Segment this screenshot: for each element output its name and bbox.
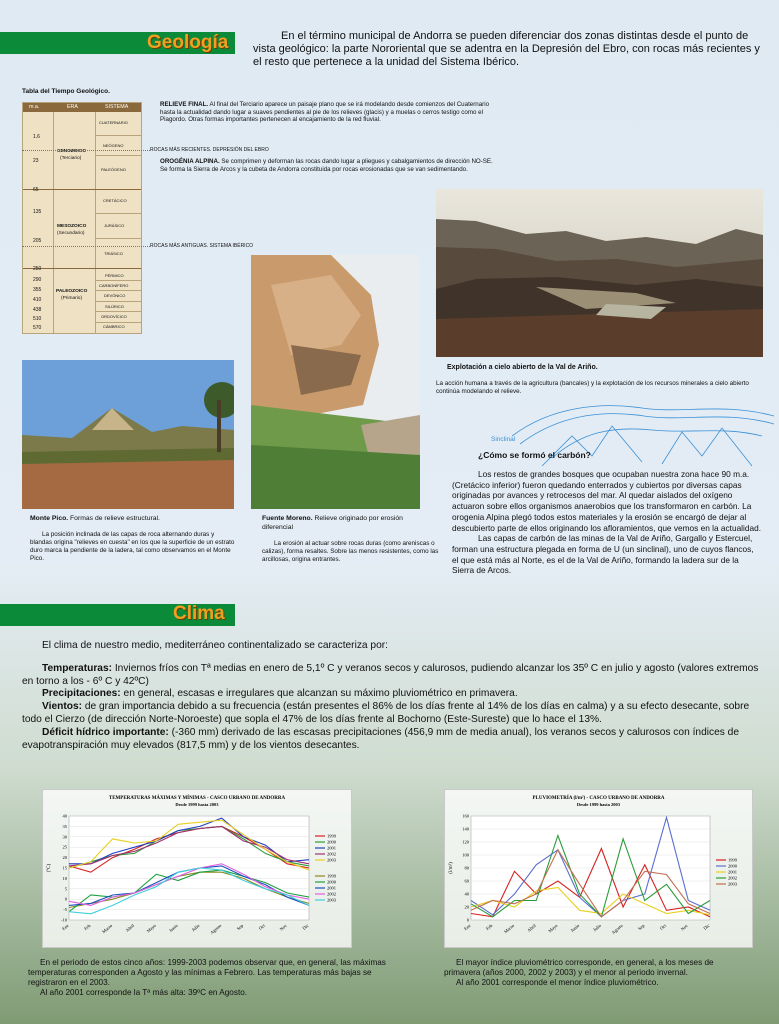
clima-temperaturas bbox=[22, 663, 762, 689]
era-name: MESOZOICO bbox=[57, 224, 87, 229]
monte-pico-head: Monte Pico. bbox=[30, 515, 69, 522]
temp-footnote bbox=[28, 958, 400, 998]
y-tick-label: 25 bbox=[62, 844, 67, 850]
x-tick-label: Junio bbox=[168, 922, 179, 934]
ma-label: 410 bbox=[33, 297, 42, 303]
system-name: PALEÓGENO bbox=[101, 167, 126, 172]
ma-label: 250 bbox=[33, 266, 42, 272]
carbon-p2: Las capas de carbón de las minas de la Val de Ariño, Gargallo y Estercuel, forman una estructura plegada en forma de U (un sinclinal), uno de cuyos flancos, el que está más al Norte, es el de la Val de Ariño, formando la ladera sur de la Sierra de Arcos. bbox=[452, 533, 754, 576]
fuente-moreno-text: La erosión al actuar sobre rocas duras (como areniscas o calizas), forma resaltes. Sobre las menos resistentes, como las arcillosas, origina entrantes. bbox=[262, 540, 439, 563]
rain-footnote-2: Al año 2001 corresponde el menor índice pluviométrico. bbox=[456, 978, 659, 987]
era-sub: (Primario) bbox=[61, 296, 83, 301]
relieve-final-head: RELIEVE FINAL. bbox=[160, 101, 209, 108]
chart-subtitle: Desde 1999 hasta 2003 bbox=[175, 802, 219, 807]
orogenia-text bbox=[160, 158, 495, 173]
legend-label: 2003 bbox=[327, 897, 336, 903]
x-tick-label: Marzo bbox=[101, 922, 114, 935]
orogenia-body: Se comprimen y deforman las rocas dando lugar a pliegues y cabalgamientos de dirección NO-SE. Se forma la Sierra de Arcos y la cubeta de Andorra constituida por rocas erosionadas que se van sedimentando. bbox=[160, 158, 493, 173]
chart-title: PLUVIOMETRÍA (l/m²) - CASCO URBANO DE ANDORRA bbox=[532, 796, 665, 801]
y-tick-label: 160 bbox=[462, 813, 469, 819]
legend-label: 2000 bbox=[327, 839, 336, 845]
legend-label: 2003 bbox=[327, 857, 336, 863]
y-tick-label: -10 bbox=[61, 917, 67, 923]
legend-label: 1999 bbox=[327, 873, 336, 879]
ma-label: 65 bbox=[33, 187, 39, 193]
system-name: CARBONÍFERO bbox=[99, 283, 129, 288]
y-axis-label: (l/m²) bbox=[449, 862, 454, 874]
fuente-moreno-head: Fuente Moreno. bbox=[262, 515, 313, 522]
header-sistema: SISTEMA bbox=[105, 104, 129, 110]
sinclinal-diagram bbox=[512, 396, 774, 476]
x-tick-label: Julio bbox=[190, 922, 201, 933]
ma-label: 290 bbox=[33, 277, 42, 283]
legend-label: 2003 bbox=[728, 881, 737, 887]
system-name: CUATERNARIO bbox=[99, 120, 128, 125]
x-tick-label: Oct bbox=[257, 922, 267, 931]
col-sep bbox=[95, 112, 96, 333]
relieve-final-text bbox=[160, 101, 490, 124]
y-tick-label: 5 bbox=[64, 886, 67, 892]
x-tick-label: Oct bbox=[658, 922, 668, 931]
col-sep bbox=[53, 112, 54, 333]
geo-time-table bbox=[22, 102, 142, 334]
temp-footnote-2: Al año 2001 corresponde la Tª más alta: 39ºC en Agosto. bbox=[40, 988, 248, 997]
era-sub: (Terciario) bbox=[60, 156, 82, 161]
system-name: JURÁSICO bbox=[104, 223, 125, 228]
rainfall-chart bbox=[444, 789, 753, 948]
sys-sep bbox=[95, 311, 141, 312]
y-tick-label: 80 bbox=[464, 865, 469, 871]
mine-photo bbox=[436, 189, 763, 357]
vientos-body: de gran importancia debido a su frecuencia (están presentes el 86% de los días frente al 14% de los días en calma) y a su efecto desecante, sobre todo el Cierzo (de dirección Norte-Noroeste) que sopla el 47% de los días frente al Bochorno (Este-Sureste) que lo hace el 13%. bbox=[22, 701, 750, 725]
fuente-moreno-sub: Relieve originado por erosión diferencial bbox=[262, 515, 403, 531]
y-tick-label: 0 bbox=[64, 896, 67, 902]
temperaturas-body: Inviernos fríos con Tª medias en enero de 5,1º C y veranos secos y calurosos, pudiendo alcanzar los 35º C en julio y agosto (valores extremos en torno a los - 6º C y 42ºC) bbox=[22, 662, 759, 687]
x-tick-label: Agosto bbox=[209, 922, 223, 936]
carbon-text bbox=[452, 469, 762, 576]
ma-label: 1.6 bbox=[33, 134, 40, 140]
ma-label: 205 bbox=[33, 238, 42, 244]
header-era: ERA bbox=[67, 104, 78, 110]
x-tick-label: Abril bbox=[526, 922, 537, 933]
monte-pico-caption bbox=[30, 515, 160, 522]
legend-label: 2001 bbox=[327, 845, 336, 851]
geo-table-header bbox=[23, 103, 141, 112]
ma-label: 570 bbox=[33, 325, 42, 331]
sys-sep bbox=[95, 135, 141, 136]
system-name: SILÚRICO bbox=[105, 304, 124, 309]
monte-pico-photo bbox=[22, 360, 234, 509]
temp-footnote-1: En el periodo de estos cinco años: 1999-2003 podemos observar que, en general, las máximas temperaturas corresponden a Agosto y las mínimas a Febrero. Las temperaturas más bajas se registraron en el 2003. bbox=[28, 958, 386, 987]
system-name: CRETÁCICO bbox=[103, 198, 127, 203]
temperature-chart bbox=[42, 789, 352, 948]
system-name: NEÓGENO bbox=[103, 143, 124, 148]
ma-label: 135 bbox=[33, 209, 42, 215]
y-tick-label: 20 bbox=[464, 904, 469, 910]
x-tick-label: Junio bbox=[569, 922, 581, 934]
legend-label: 2000 bbox=[728, 863, 737, 869]
era-sub: (Secundario) bbox=[57, 231, 85, 236]
carbon-p1: Los restos de grandes bosques que ocupaban nuestra zona hace 90 m.a. (Cretácico inferior) fueron quedando enterrados y cubiertos por diversas capas originadas por avances y retrocesos del mar. Al quedar aislados del oxígeno actuaron sobre ellos organismos anaerobios que los transformaron en carbón. La orogenia Alpina plegó todos estos materiales y la erosión se encargó de dejar al descubierto parte de ellos originando los afloramientos, que vemos en la actualidad. bbox=[452, 469, 762, 533]
legend-label: 2000 bbox=[327, 879, 336, 885]
deficit-head: Déficit hídrico importante: bbox=[42, 726, 169, 738]
chart-subtitle: Desde 1999 hasta 2003 bbox=[576, 802, 621, 807]
clima-deficit bbox=[22, 727, 762, 753]
geologia-intro: En el término municipal de Andorra se pueden diferenciar dos zonas distintas desde el punto de vista geológico: la parte Nororiental que se adentra en la Depresión del Ebro, con rocas más recientes y el resto que pertenece a la unidad del Sistema Ibérico. bbox=[253, 30, 760, 68]
system-name: ORDOVÍCICO bbox=[101, 314, 127, 319]
rain-footnote-1: El mayor índice pluviométrico corresponde, en general, a los meses de primavera (años 2000, 2002 y 2003) y el menor al periodo invernal. bbox=[444, 958, 714, 977]
fuente-moreno-photo bbox=[251, 255, 420, 509]
precipitaciones-body: en general, escasas e irregulares que alcanzan su máximo pluviométrico en primavera. bbox=[120, 688, 518, 700]
sys-sep bbox=[95, 238, 141, 239]
deficit-body: (-360 mm) derivado de las escasas precipitaciones (456,9 mm de media anual), los veranos secos y calurosos con índices de evapotranspiración muy elevados (817,5 mm) y de los vientos desecantes. bbox=[22, 726, 740, 751]
x-tick-label: Sep bbox=[637, 922, 646, 932]
legend-label: 2002 bbox=[327, 891, 336, 897]
legend-label: 2002 bbox=[728, 875, 737, 881]
x-tick-label: Agosto bbox=[610, 922, 624, 936]
system-name: PÉRMICO bbox=[105, 273, 124, 278]
rocas-recientes-label: ROCAS MÁS RECIENTES. DEPRESIÓN DEL EBRO bbox=[150, 147, 269, 153]
legend-label: 1999 bbox=[327, 833, 336, 839]
y-tick-label: 40 bbox=[464, 891, 469, 897]
vientos-head: Vientos: bbox=[42, 701, 83, 713]
y-tick-label: 140 bbox=[462, 826, 469, 832]
ma-label: 510 bbox=[33, 316, 42, 322]
y-axis-label: (ºC) bbox=[47, 863, 52, 873]
x-tick-label: Ene bbox=[463, 922, 472, 932]
clima-vientos bbox=[22, 701, 762, 727]
sys-sep bbox=[95, 290, 141, 291]
temperaturas-head: Temperaturas: bbox=[42, 662, 113, 674]
x-tick-label: Nov bbox=[278, 922, 288, 932]
geologia-title: Geología bbox=[147, 32, 229, 53]
x-tick-label: Dic bbox=[702, 922, 711, 931]
y-tick-label: 120 bbox=[462, 839, 469, 845]
x-tick-label: Julio bbox=[592, 922, 603, 933]
y-tick-label: 60 bbox=[464, 878, 469, 884]
sinclinal-label: Sinclinal bbox=[491, 436, 516, 443]
x-tick-label: Mayo bbox=[547, 922, 559, 934]
y-tick-label: -5 bbox=[63, 907, 67, 913]
temperature-chart-svg bbox=[43, 790, 351, 947]
x-tick-label: Marzo bbox=[502, 922, 516, 935]
x-tick-label: Ene bbox=[61, 922, 70, 932]
relieve-final-body: Al final del Terciario aparece un paisaje plano que se irá modelando desde comienzos del Cuaternario hasta la actualidad dando lugar a suaves pendientes al pie de los relieves (glacis) y a muelas o cerros testigo como el Piagordo. Otras formas importantes pertenecen al encajamiento de la red fluvial. bbox=[160, 101, 490, 123]
clima-title: Clima bbox=[173, 603, 225, 624]
mine-caption: La acción humana a través de la agricultura (bancales) y la explotación de los recursos minerales a cielo abierto continúa modelando el relieve. bbox=[436, 380, 749, 395]
y-tick-label: 0 bbox=[466, 917, 469, 923]
chart-title: TEMPERATURAS MÁXIMAS Y MÍNIMAS - CASCO URBANO DE ANDORRA bbox=[108, 796, 286, 801]
sys-sep bbox=[95, 322, 141, 323]
sys-sep bbox=[95, 301, 141, 302]
monte-pico-sub: Formas de relieve estructural. bbox=[68, 515, 160, 522]
precipitaciones-head: Precipitaciones: bbox=[42, 688, 121, 700]
x-tick-label: Nov bbox=[679, 922, 689, 932]
mine-caption-head: Explotación a cielo abierto de la Val de Ariño. bbox=[447, 364, 598, 371]
era-name: PALEOZOICO bbox=[56, 289, 88, 294]
x-tick-label: Feb bbox=[484, 922, 494, 932]
era-sep bbox=[23, 189, 141, 190]
legend-label: 1999 bbox=[728, 857, 737, 863]
clima-precipitaciones bbox=[22, 688, 762, 701]
y-tick-label: 15 bbox=[62, 865, 67, 871]
connector-line bbox=[22, 150, 150, 151]
orogenia-head: OROGÉNIA ALPINA. bbox=[160, 158, 220, 165]
y-tick-label: 20 bbox=[62, 855, 67, 861]
ma-label: 438 bbox=[33, 307, 42, 313]
rain-footnote bbox=[444, 958, 734, 988]
rocas-antiguas-label: ROCAS MÁS ANTIGUAS. SISTEMA IBÉRICO bbox=[150, 243, 254, 249]
sys-sep bbox=[95, 280, 141, 281]
ma-label: 355 bbox=[33, 287, 42, 293]
x-tick-label: Feb bbox=[83, 922, 92, 932]
clima-text bbox=[22, 640, 762, 752]
x-tick-label: Mayo bbox=[145, 922, 157, 934]
clima-intro: El clima de nuestro medio, mediterráneo continentalizado se caracteriza por: bbox=[42, 640, 388, 651]
fuente-moreno-caption bbox=[262, 515, 422, 532]
ma-label: 23 bbox=[33, 158, 39, 164]
x-tick-label: Abril bbox=[124, 922, 136, 933]
legend-label: 2001 bbox=[327, 885, 336, 891]
y-tick-label: 30 bbox=[62, 834, 67, 840]
x-tick-label: Dic bbox=[301, 922, 310, 931]
connector-line bbox=[22, 246, 150, 247]
y-tick-label: 10 bbox=[62, 875, 67, 881]
y-tick-label: 100 bbox=[462, 852, 469, 858]
monte-pico-text: La posición inclinada de las capas de roca alternando duras y blandas origina "relieves en cuesta" en los que la superficie de un estrato duro marca la pendiente de la ladera, tal como observamos en el Monte Pico. bbox=[30, 531, 235, 562]
system-name: TRIÁSICO bbox=[104, 251, 123, 256]
legend-label: 2001 bbox=[728, 869, 737, 875]
sys-sep bbox=[95, 213, 141, 214]
era-name: CENOZOICO bbox=[57, 149, 87, 154]
sys-sep bbox=[95, 155, 141, 156]
header-ma: m.a. bbox=[29, 104, 40, 110]
x-tick-label: Sep bbox=[235, 922, 245, 932]
geo-table-title: Tabla del Tiempo Geológico. bbox=[22, 88, 110, 95]
carbon-title: ¿Cómo se formó el carbón? bbox=[478, 450, 591, 460]
system-name: CÁMBRICO bbox=[103, 324, 125, 329]
rainfall-chart-svg bbox=[445, 790, 752, 947]
legend-label: 2002 bbox=[327, 851, 336, 857]
y-tick-label: 40 bbox=[62, 813, 67, 819]
y-tick-label: 35 bbox=[62, 823, 67, 829]
system-name: DEVÓNICO bbox=[104, 293, 126, 298]
